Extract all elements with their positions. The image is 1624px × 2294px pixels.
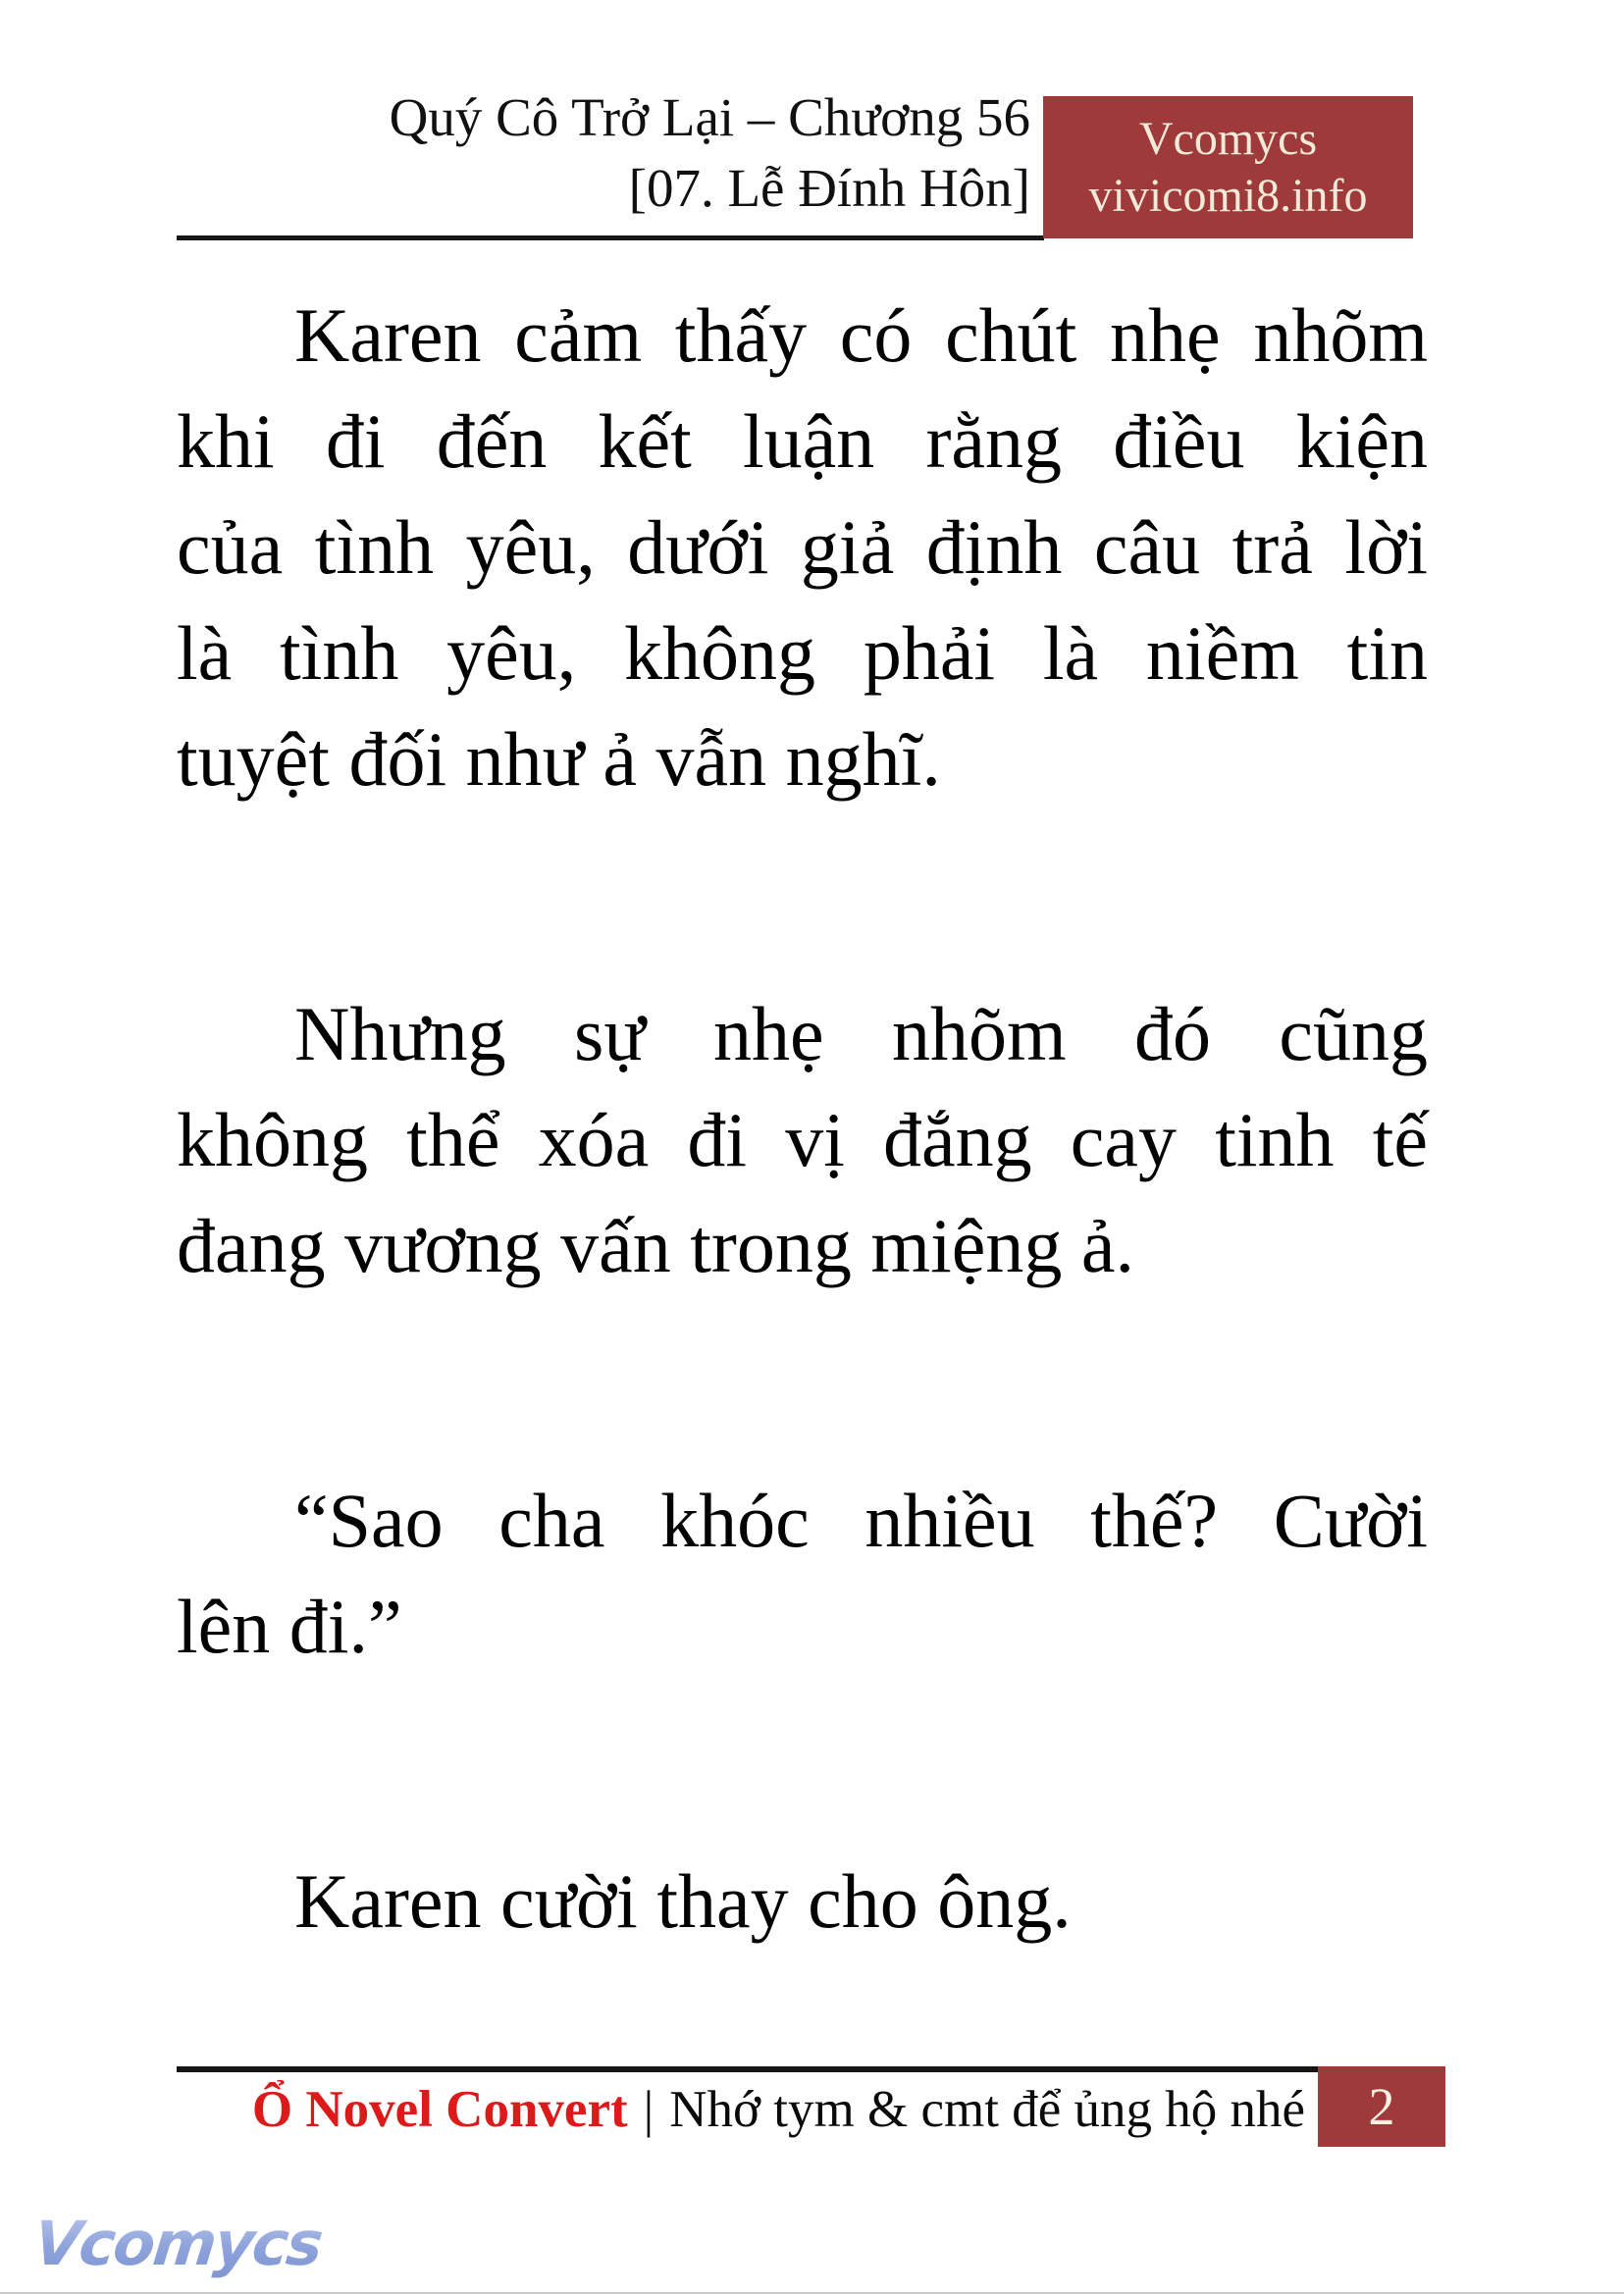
text-line: là tình yêu, không phải là niềm tin	[177, 610, 1428, 696]
paragraph	[177, 981, 1428, 1299]
body-text	[177, 283, 1428, 2123]
text-line: “Sao cha khóc nhiều thế? Cười	[294, 1478, 1428, 1563]
text-line: đang vương vấn trong miệng ả.	[177, 1203, 1134, 1288]
text-line: tuyệt đối như ả vẫn nghĩ.	[177, 716, 941, 802]
page-footer	[252, 2078, 1305, 2141]
text-line: không thể xóa đi vị đắng cay tinh tế	[177, 1097, 1428, 1182]
paragraph	[177, 1849, 1428, 1955]
translator-badge-url: vivicomi8.info	[1088, 169, 1368, 222]
chapter-subtitle: [07. Lễ Đính Hôn]	[628, 158, 1030, 218]
vcomycs-watermark-logo: Vcomycs	[30, 2208, 325, 2279]
text-line: khi đi đến kết luận rằng điều kiện	[177, 398, 1428, 484]
header-divider-line	[177, 235, 1044, 240]
page-number-badge	[1318, 2066, 1445, 2147]
text-line: lên đi.”	[177, 1584, 402, 1669]
paragraph	[177, 1468, 1428, 1680]
footer-separator: |	[643, 2081, 655, 2138]
footer-brand: Ổ Novel Convert	[251, 2081, 628, 2138]
text-line: Karen cảm thấy có chút nhẹ nhõm	[294, 292, 1428, 378]
paragraph	[177, 283, 1428, 812]
text-line: của tình yêu, dưới giả định câu trả lời	[177, 504, 1428, 590]
footer-message: Nhớ tym & cmt để ủng hộ nhé	[669, 2081, 1305, 2138]
text-line: Karen cười thay cho ông.	[294, 1858, 1072, 1944]
translator-badge-name: Vcomycs	[1138, 112, 1318, 165]
text-line: Nhưng sự nhẹ nhõm đó cũng	[294, 991, 1428, 1076]
footer-divider-line	[177, 2066, 1318, 2072]
chapter-title: Quý Cô Trở Lại – Chương 56	[389, 87, 1030, 147]
page-header	[177, 82, 1030, 224]
translator-badge	[1043, 96, 1413, 238]
page-number: 2	[1368, 2077, 1395, 2136]
